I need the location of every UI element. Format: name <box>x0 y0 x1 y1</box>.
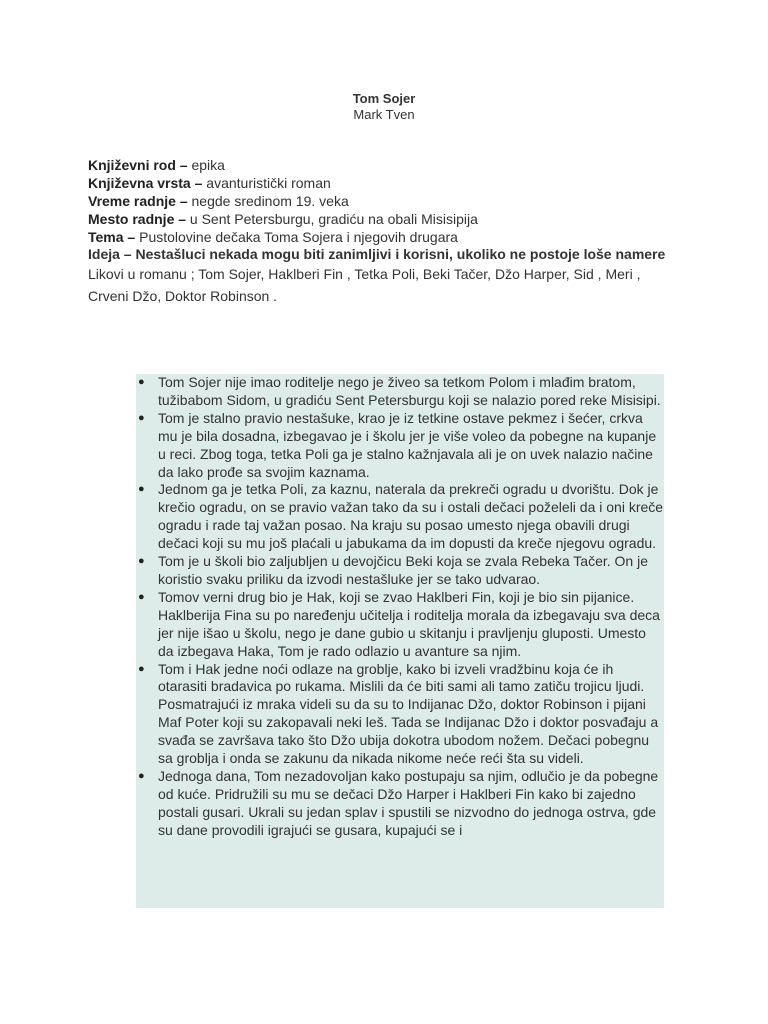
bullet-icon: ● <box>138 376 145 388</box>
summary-box <box>136 374 664 908</box>
list-item-text: Tom je u školi bio zaljubljen u devojčicu Beki koja se zvala Rebeka Tačer. On je koristio svaku priliku da izvodi nestašluke jer se tako udvarao. <box>158 553 648 587</box>
list-item-text: Jednoga dana, Tom nezadovoljan kako postupaju sa njim, odlučio je da pobegne od kuće. Pridružili su mu se dečaci Džo Harper i Haklberi Fin kako bi zajedno postali gusari. Ukrali su jedan splav i spustili se nizvodno do jednoga ostrva, gde su dane provodili igrajući se gusara, kupajući se i <box>158 767 659 838</box>
bullet-icon: ● <box>138 662 145 675</box>
list-item-text: Tomov verni drug bio je Hak, koji se zvao Haklberi Fin, koji je bio sin pijanice. Haklberija Fina su po naređenju učitelja i roditelja morala da izbegavaju sva deca jer nije išao u školu, nego je dane gubio u skitanju i pravljenju gluposti. Umesto da izbegava Haka, Tom je rado odlazio u avanture sa njim. <box>158 588 660 659</box>
bullet-icon: ● <box>138 411 145 424</box>
meta-kind <box>88 174 688 192</box>
bullet-icon: ● <box>138 555 145 568</box>
meta-value: avanturistički roman <box>206 175 331 191</box>
list-item <box>138 588 664 661</box>
list-item-text: Tom i Hak jedne noći odlaze na groblje, kako bi izveli vradžbinu koja će ih otarasiti bradavica po rukama. Mislili da će biti sami ali tamo zatiču trojicu ljudi. Posmatrajući iz mraka videli su da su to Indijanac Džo, doktor Robinson i pijani Maf Poter koji su zakopavali neki leš. Tada se Indijanac Džo i doktor posvađaju a svađa se završava tako što Džo ubija dokotra ubodom nožem. Dečaci pobegnu sa groblja i onda se zakunu da nikada nikome neće reći šta su videli. <box>158 660 659 767</box>
list-item <box>138 660 664 768</box>
document-header <box>0 91 768 123</box>
meta-time <box>88 192 688 210</box>
book-metadata <box>88 156 688 307</box>
meta-genre <box>88 156 688 174</box>
meta-value: u Sent Petersburgu, gradiću na obali Misisipija <box>189 211 478 227</box>
list-item-text: Tom Sojer nije imao roditelje nego je živeo sa tetkom Polom i mlađim bratom, tužibabom Sidom, u gradiću Sent Petersburgu koji se nalazio pored reke Misisipi. <box>158 374 661 408</box>
bullet-icon: ● <box>138 769 145 782</box>
meta-value: Pustolovine dečaka Toma Sojera i njegovih drugara <box>139 229 458 245</box>
list-item-text: Tom je stalno pravio nestašuke, krao je iz tetkine ostave pekmez i šećer, crkva mu je bila dosadna, izbegavao je i školu jer je više voleo da pobegne na kupanje u reci. Zbog toga, tetka Poli ga je stalno kažnjavala ali je on uvek nalazio načine da lako prođe sa svojim kaznama. <box>158 409 657 480</box>
summary-list <box>136 374 664 840</box>
meta-idea: Ideja – Nestašluci nekada mogu biti zanimljivi i korisni, ukoliko ne postoje loše namere <box>88 246 666 262</box>
meta-label: Vreme radnje – <box>88 193 192 209</box>
list-item <box>138 481 664 553</box>
list-item <box>138 374 664 410</box>
list-item <box>138 767 664 840</box>
meta-label: Književna vrsta – <box>88 175 207 191</box>
meta-label: Književni rod – <box>88 157 192 173</box>
meta-value: epika <box>191 157 225 173</box>
bullet-icon: ● <box>138 483 145 496</box>
meta-label: Mesto radnje – <box>88 211 190 227</box>
list-item <box>138 409 664 482</box>
meta-value: negde sredinom 19. veka <box>191 193 349 209</box>
meta-theme <box>88 228 688 246</box>
characters-list: Likovi u romanu ; Tom Sojer, Haklberi Fin , Tetka Poli, Beki Tačer, Džo Harper, Sid , Meri , Crveni Džo, Doktor Robinson . <box>88 266 641 304</box>
meta-place <box>88 210 688 228</box>
book-title: Tom Sojer <box>352 91 416 106</box>
book-author: Mark Tven <box>353 107 415 122</box>
meta-label: Tema – <box>88 229 140 245</box>
list-item <box>138 553 664 589</box>
bullet-icon: ● <box>138 590 145 603</box>
list-item-text: Jednom ga je tetka Poli, za kaznu, naterala da prekreči ogradu u dvorištu. Dok je krečio ogradu, on se pravio važan tako da su i ostali dečaci poželeli da i oni kreče ogradu i rade taj važan posao. Na kraju su posao umesto njega obavili drugi dečaci koji su mu još plaćali u jabukama da im dopusti da kreče njegovu ogradu. <box>158 481 664 552</box>
